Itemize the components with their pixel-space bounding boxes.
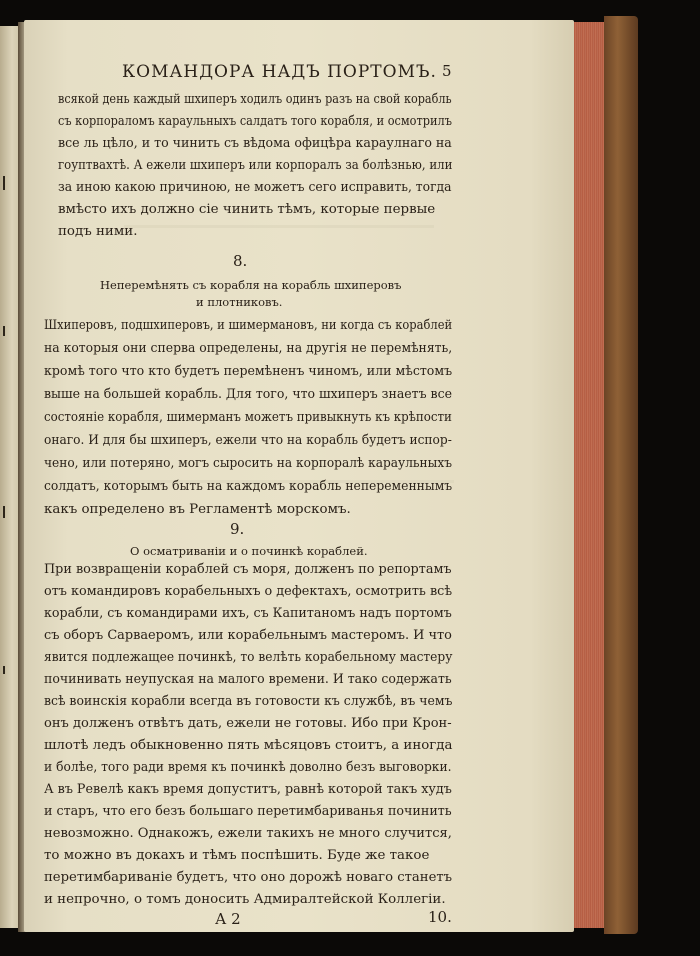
text-line: и старъ, что его безъ большаго перетимбариванья починить (44, 804, 452, 819)
text-line: онъ долженъ отвѣтъ дать, ежели не готовы. Ибо при Крон- (44, 716, 452, 731)
text-line: При возвращеніи кораблей съ моря, долженъ по репортамъ (44, 562, 452, 577)
text-line: подъ ними. (58, 224, 138, 239)
text-line: и болѣе, того ради время къ починкѣ доволно безъ выговорки. (44, 760, 452, 775)
text-line: Шхиперовъ, подшхиперовъ, и шимермановъ, ни когда съ кораблей (44, 318, 453, 333)
text-line: состояніе корабля, шимерманъ можетъ привыкнуть къ крѣпости (44, 410, 452, 425)
text-line: чено, или потеряно, могъ сыросить на корпоралѣ караульныхъ (44, 456, 452, 471)
text-line: перетимбариваніе будетъ, что оно дорожѣ новаго станетъ (44, 870, 453, 885)
left-page-strip (0, 26, 20, 928)
text-line: на которыя они сперва определены, на другія не перемѣнять, (44, 341, 453, 356)
text-line: шлотѣ ледъ обыкновенно пять мѣсяцовъ стоитъ, а иногда (44, 738, 453, 753)
text-line: невозможно. Однакожъ, ежели такихъ не много случится, (44, 826, 452, 841)
section-title: О осматриваніи и о починкѣ кораблей. (130, 544, 368, 558)
text-line: всѣ воинскія корабли всегда въ готовости къ службѣ, въ чемъ (44, 694, 453, 709)
section-number: 9. (230, 520, 245, 538)
text-line: корабли, съ командирами ихъ, съ Капитаномъ надъ портомъ (44, 606, 452, 621)
text-line: онаго. И для бы шхиперъ, ежели что на корабль будетъ испор- (44, 433, 452, 448)
text-line: явится подлежащее починкѣ, то велѣть корабельному мастеру (44, 650, 453, 665)
page-number: 5 (442, 62, 452, 80)
text-line: и непрочно, о томъ доносить Адмиралтейской Коллегіи. (44, 892, 446, 907)
text-line: съ корпораломъ караульныхъ салдатъ того корабля, и осмотрилъ (58, 114, 452, 129)
running-title: КОМАНДОРА НАДЪ ПОРТОМЪ. (122, 62, 437, 82)
text-line: выше на большей корабль. Для того, что шхиперъ знаетъ все (44, 387, 452, 402)
text-line: всякой день каждый шхиперъ ходилъ одинъ разъ на свой корабль (58, 92, 452, 107)
text-line: отъ командировъ корабельныхъ о дефектахъ, осмотрить всѣ (44, 584, 453, 599)
catchword: 10. (428, 908, 452, 926)
text-line: гоуптвахтѣ. А ежели шхиперъ или корпоралъ за болѣзнью, или (58, 158, 453, 173)
page-fore-edge (570, 22, 606, 928)
section-title: и плотниковъ. (196, 295, 283, 309)
text-line: какъ определено въ Регламентѣ морскомъ. (44, 502, 351, 517)
section-title: Неперемѣнять съ корабля на корабль шхиперовъ (100, 278, 402, 292)
text-line: А въ Ревелѣ какъ время допуститъ, равнѣ которой такъ худъ (44, 782, 452, 797)
text-line: за иною какою причиною, не можетъ сего исправить, тогда (58, 180, 452, 195)
book-cover (604, 16, 638, 934)
signature-mark: А 2 (215, 910, 241, 928)
text-line: все ль цѣло, и то чинить съ вѣдома офицѣра караулнаго на (58, 136, 452, 151)
section-number: 8. (233, 252, 248, 270)
text-line: кромѣ того что кто будетъ перемѣненъ чиномъ, или мѣстомъ (44, 364, 453, 379)
text-line: съ оборъ Сарваеромъ, или корабельнымъ мастеромъ. И что (44, 628, 452, 643)
text-line: солдатъ, которымъ быть на каждомъ корабль непеременнымъ (44, 479, 453, 494)
text-line: то можно въ докахъ и тѣмъ поспѣшить. Буде же такое (44, 848, 430, 863)
text-line: починивать неупуская на малого времени. И тако содержать (44, 672, 452, 687)
text-line: вмѣсто ихъ должно сіе чинить тѣмъ, которые первые (58, 202, 436, 217)
